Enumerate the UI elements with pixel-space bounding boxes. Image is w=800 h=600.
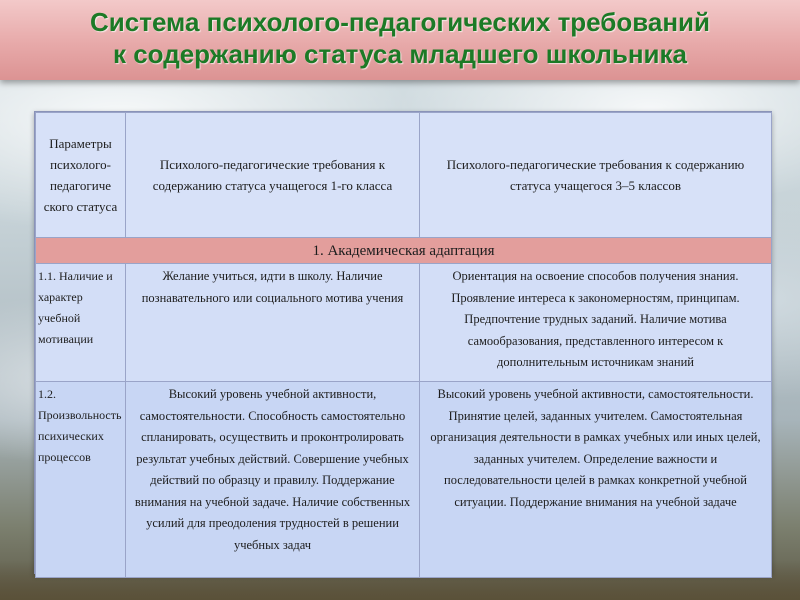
row-grade-3-5-requirement: Ориентация на освоение способов получения знания. Проявление интереса к закономерностям, принципам. Предпочтение трудных заданий. Наличие мотива самообразования, представленного интересом к дополнительным источникам знаний — [420, 264, 772, 382]
title-banner — [0, 0, 800, 80]
table-header-row — [36, 113, 772, 238]
header-grade-3-5: Психолого-педагогические требования к содержанию статуса учащегося 3–5 классов — [420, 113, 772, 238]
table-row — [36, 382, 772, 578]
row-grade-3-5-requirement: Высокий уровень учебной активности, самостоятельности. Принятие целей, заданных учителем. Самостоятельная организация деятельности в рамках учебных или иных целей, заданных учителем. Определение важности и последовательности целей в рамках конкретной учебной ситуации. Поддержание внимания на учебной задаче — [420, 382, 772, 578]
row-grade-1-requirement: Высокий уровень учебной активности, самостоятельности. Способность самостоятельно спланировать, осуществить и проконтролировать результат учебных действий. Совершение учебных действий по образцу и правилу. Поддержание внимания на учебной задаче. Наличие собственных усилий для преодоления трудностей в решении учебных задач — [126, 382, 420, 578]
section-row — [36, 238, 772, 264]
row-parameter: 1.2. Произвольность психических процессов — [36, 382, 126, 578]
slide-title-line-2: к содержанию статуса младшего школьника — [112, 39, 688, 69]
section-title: 1. Академическая адаптация — [36, 238, 772, 264]
row-grade-1-requirement: Желание учиться, идти в школу. Наличие познавательного или социального мотива учения — [126, 264, 420, 382]
table-row — [36, 264, 772, 382]
row-parameter: 1.1. Наличие и характер учебной мотивации — [36, 264, 126, 382]
slide-title-line-1: Система психолого-педагогических требований — [89, 7, 711, 37]
header-parameters: Параметры психолого-педагогиче ского статуса — [36, 113, 126, 238]
requirements-table-grid — [35, 112, 772, 578]
header-grade-1: Психолого-педагогические требования к содержанию статуса учащегося 1-го класса — [126, 113, 420, 238]
requirements-table — [34, 111, 772, 574]
